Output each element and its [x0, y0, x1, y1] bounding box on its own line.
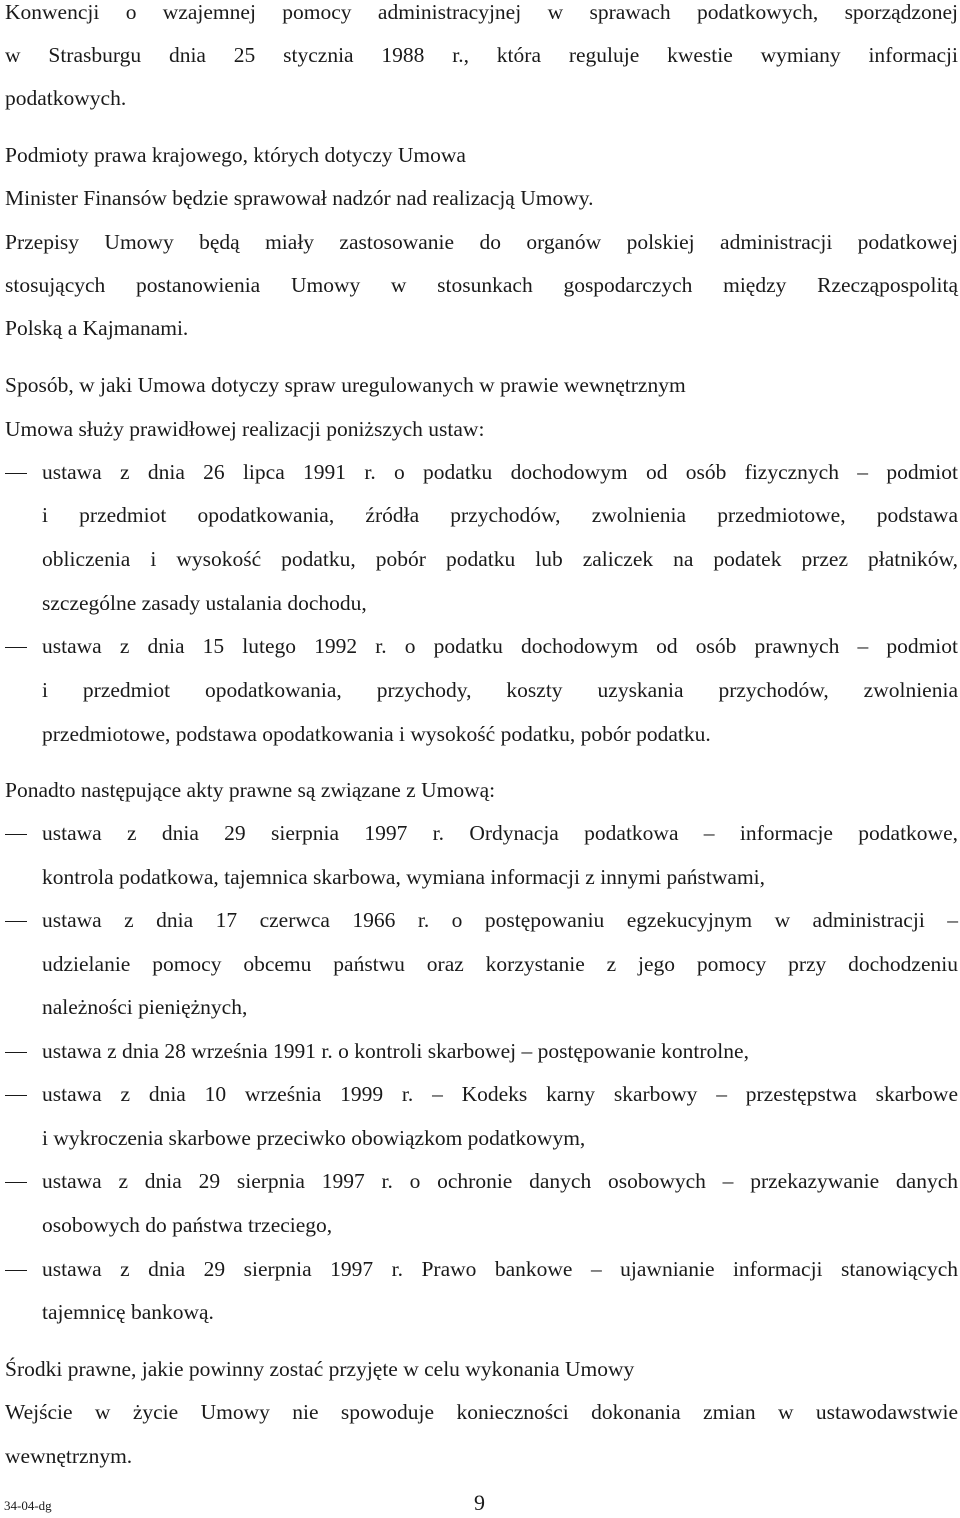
- entities-heading: Podmioty prawa krajowego, których dotyczy Umowa: [5, 143, 466, 167]
- list2-item1-line-1: ustawa z dnia 29 sierpnia 1997 r. Ordynacja podatkowa – informacje podatkowe,: [42, 821, 958, 845]
- list2-item1-line-2: kontrola podatkowa, tajemnica skarbowa, wymiana informacji z innymi państwami,: [42, 865, 766, 889]
- list2-item5-line-2: osobowych do państwa trzeciego,: [42, 1213, 333, 1237]
- provisions-line-1: Przepisy Umowy będą miały zastosowanie do organów polskiej administracji podatkowej: [5, 230, 958, 254]
- list-dash: [5, 1182, 27, 1183]
- list2-item6-line-1: ustawa z dnia 29 sierpnia 1997 r. Prawo bankowe – ujawnianie informacji stanowiących: [42, 1257, 958, 1281]
- list2-item4-line-2: i wykroczenia skarbowe przeciwko obowiązkom podatkowym,: [42, 1126, 586, 1150]
- list-dash: [5, 647, 27, 648]
- list2-item5-line-1: ustawa z dnia 29 sierpnia 1997 r. o ochronie danych osobowych – przekazywanie danych: [42, 1169, 958, 1193]
- footer-doc-id: 34-04-dg: [4, 1498, 52, 1513]
- list-dash: [5, 834, 27, 835]
- list1-item1-line-3: obliczenia i wysokość podatku, pobór podatku lub zaliczek na podatek przez płatników,: [42, 547, 958, 571]
- measures-heading: Środki prawne, jakie powinny zostać przyjęte w celu wykonania Umowy: [5, 1357, 635, 1381]
- list2-item4-line-1: ustawa z dnia 10 września 1999 r. – Kodeks karny skarbowy – przestępstwa skarbowe: [42, 1082, 958, 1106]
- list2-item3-line-1: ustawa z dnia 28 września 1991 r. o kontroli skarbowej – postępowanie kontrolne,: [42, 1039, 749, 1063]
- entry-line-1: Wejście w życie Umowy nie spowoduje konieczności dokonania zmian w ustawodawstwie: [5, 1400, 958, 1424]
- list-dash: [5, 921, 27, 922]
- list-dash: [5, 1095, 27, 1096]
- list2-item2-line-1: ustawa z dnia 17 czerwca 1966 r. o postępowaniu egzekucyjnym w administracji –: [42, 908, 958, 932]
- entry-line-2: wewnętrznym.: [5, 1444, 133, 1468]
- list-dash: [5, 1052, 27, 1053]
- serves-paragraph: Umowa służy prawidłowej realizacji poniższych ustaw:: [5, 417, 485, 441]
- related-heading: Ponadto następujące akty prawne są związane z Umową:: [5, 778, 496, 802]
- list2-item6-line-2: tajemnicę bankową.: [42, 1300, 214, 1324]
- list1-item1-line-2: i przedmiot opodatkowania, źródła przychodów, zwolnienia przedmiotowe, podstawa: [42, 503, 958, 527]
- intro-line-3: podatkowych.: [5, 86, 127, 110]
- minister-paragraph: Minister Finansów będzie sprawował nadzór nad realizacją Umowy.: [5, 186, 594, 210]
- intro-line-2: w Strasburgu dnia 25 stycznia 1988 r., która reguluje kwestie wymiany informacji: [5, 43, 958, 67]
- list1-item1-line-1: ustawa z dnia 26 lipca 1991 r. o podatku dochodowym od osób fizycznych – podmiot: [42, 460, 958, 484]
- intro-line-1: Konwencji o wzajemnej pomocy administracyjnej w sprawach podatkowych, sporządzonej: [5, 0, 958, 24]
- provisions-line-3: Polską a Kajmanami.: [5, 316, 189, 340]
- list-dash: [5, 1270, 27, 1271]
- list1-item2-line-1: ustawa z dnia 15 lutego 1992 r. o podatku dochodowym od osób prawnych – podmiot: [42, 634, 958, 658]
- list2-item2-line-2: udzielanie pomocy obcemu państwu oraz korzystanie z jego pomocy przy dochodzeniu: [42, 952, 958, 976]
- list2-item2-line-3: należności pieniężnych,: [42, 995, 248, 1019]
- list1-item2-line-3: przedmiotowe, podstawa opodatkowania i wysokość podatku, pobór podatku.: [42, 722, 711, 746]
- list1-item2-line-2: i przedmiot opodatkowania, przychody, koszty uzyskania przychodów, zwolnienia: [42, 678, 958, 702]
- list1-item1-line-4: szczególne zasady ustalania dochodu,: [42, 591, 367, 615]
- list-dash: [5, 473, 27, 474]
- page-number: 9: [474, 1490, 485, 1515]
- provisions-line-2: stosujących postanowienia Umowy w stosunkach gospodarczych między Rzecząpospolitą: [5, 273, 958, 297]
- method-heading: Sposób, w jaki Umowa dotyczy spraw uregulowanych w prawie wewnętrznym: [5, 373, 686, 397]
